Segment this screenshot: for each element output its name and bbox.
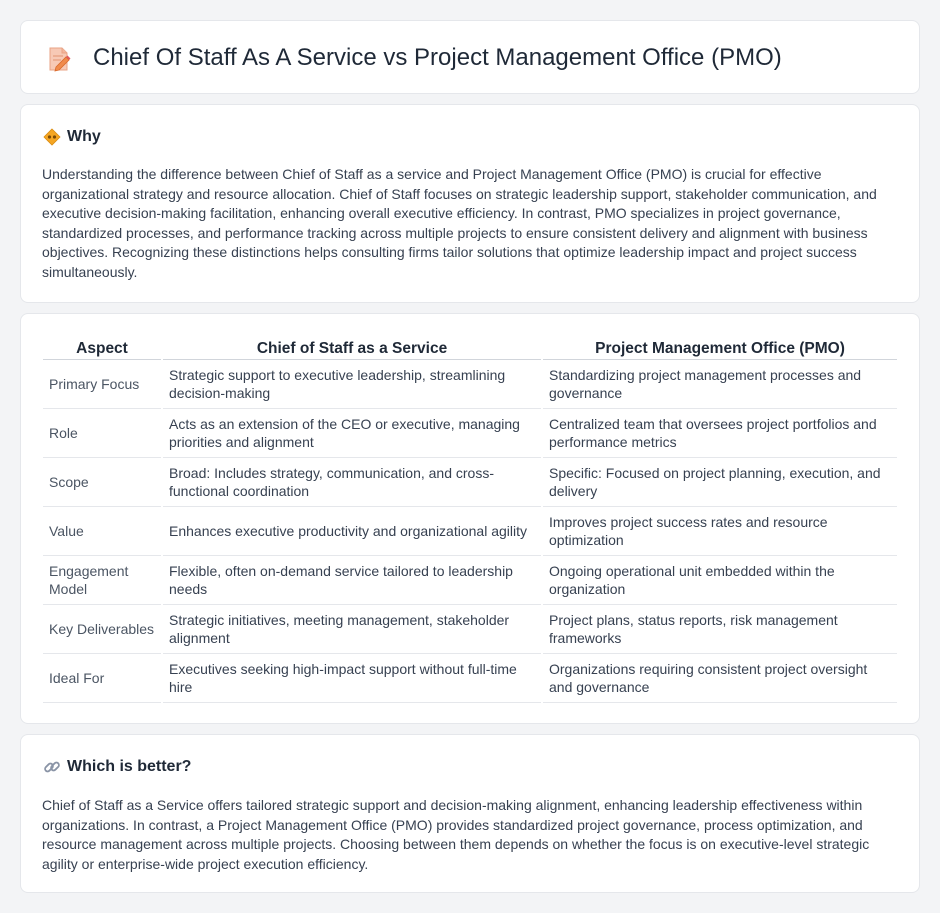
pmo-cell: Standardizing project management processes and governance (543, 360, 897, 409)
header-aspect: Aspect (43, 336, 161, 360)
better-paragraph: Chief of Staff as a Service offers tailored strategic support and decision-making alignment, enhancing leadership effectiveness within organizations. In contrast, a Project Management Office (PMO) provides standardized project governance, process optimization, and resource management across multiple projects. Choosing between them depends on whether the focus is on executive-level strategic agility or enterprise-wide project execution efficiency. (42, 797, 870, 872)
chief-of-staff-cell: Broad: Includes strategy, communication, and cross-functional coordination (163, 458, 541, 507)
better-heading (43, 757, 191, 777)
table-row (43, 458, 897, 507)
aspect-cell: Engagement Model (43, 556, 161, 605)
table-row (43, 409, 897, 458)
chief-of-staff-cell: Enhances executive productivity and organizational agility (163, 507, 541, 556)
table-header-row (43, 336, 897, 360)
pmo-cell: Improves project success rates and resource optimization (543, 507, 897, 556)
comparison-section (20, 313, 920, 724)
aspect-cell: Role (43, 409, 161, 458)
table-row (43, 507, 897, 556)
aspect-cell: Key Deliverables (43, 605, 161, 654)
title-card (20, 20, 920, 94)
why-heading-text: Why (67, 128, 101, 145)
why-paragraph: Understanding the difference between Chief of Staff as a service and Project Management Office (PMO) is crucial for effective organizational strategy and resource allocation. Chief of Staff focuses on strategic leadership support, stakeholder communication, and executive decision-making facilitation, enhancing overall executive efficiency. In contrast, PMO specializes in project governance, standardized processes, and performance tracking across multiple projects to ensure consistent delivery and alignment with business objectives. Recognizing these distinctions helps consulting firms tailor solutions that optimize leadership impact and project success simultaneously. (42, 166, 877, 280)
aspect-cell: Value (43, 507, 161, 556)
table-row (43, 556, 897, 605)
pmo-cell: Specific: Focused on project planning, execution, and delivery (543, 458, 897, 507)
page-title: Chief Of Staff As A Service vs Project Management Office (PMO) (93, 44, 782, 71)
chief-of-staff-cell: Executives seeking high-impact support without full-time hire (163, 654, 541, 703)
table-row (43, 605, 897, 654)
why-section (20, 104, 920, 303)
chief-of-staff-cell: Strategic initiatives, meeting management, stakeholder alignment (163, 605, 541, 654)
aspect-cell: Primary Focus (43, 360, 161, 409)
chief-of-staff-cell: Strategic support to executive leadership, streamlining decision-making (163, 360, 541, 409)
pmo-cell: Centralized team that oversees project portfolios and performance metrics (543, 409, 897, 458)
pmo-cell: Project plans, status reports, risk management frameworks (543, 605, 897, 654)
better-heading-text: Which is better? (67, 758, 192, 775)
chief-of-staff-cell: Acts as an extension of the CEO or executive, managing priorities and alignment (163, 409, 541, 458)
diamond-sign-icon (43, 128, 61, 146)
link-icon (43, 758, 61, 776)
which-is-better-section (20, 734, 920, 893)
pmo-cell: Organizations requiring consistent project oversight and governance (543, 654, 897, 703)
table-row (43, 360, 897, 409)
pmo-cell: Ongoing operational unit embedded within the organization (543, 556, 897, 605)
table-row (43, 654, 897, 703)
comparison-table (41, 336, 899, 703)
aspect-cell: Scope (43, 458, 161, 507)
chief-of-staff-cell: Flexible, often on-demand service tailored to leadership needs (163, 556, 541, 605)
header-chief-of-staff: Chief of Staff as a Service (163, 336, 541, 360)
document-pencil-icon (47, 46, 71, 72)
why-heading (43, 127, 101, 147)
header-pmo: Project Management Office (PMO) (543, 336, 897, 360)
aspect-cell: Ideal For (43, 654, 161, 703)
